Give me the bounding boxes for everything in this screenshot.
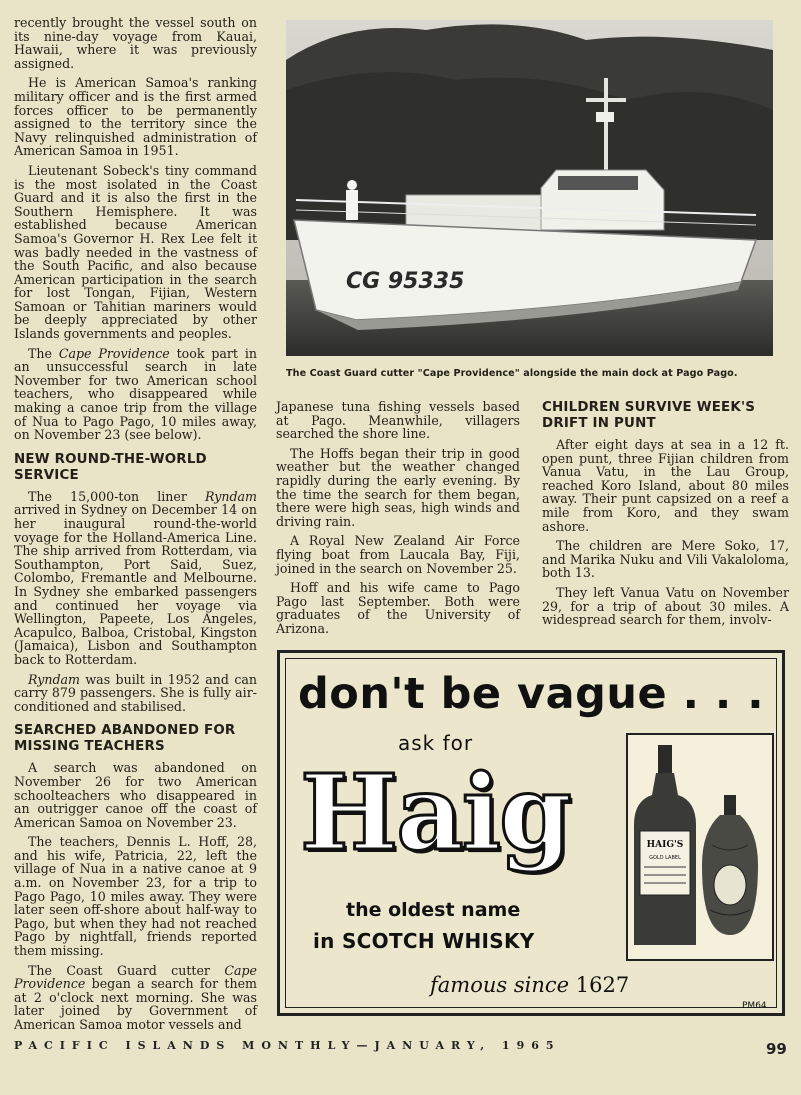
ship-name: Cape Providence — [14, 962, 257, 992]
paragraph: Lieutenant Sobeck's tiny command is the most isolated in the Coast Guard and it is also the first in the Southern Hemisphere. It was established because American Samoa's Governor H. Rex Lee felt it was badly needed in the vastness of the South Pacific, and also because American participation in the search for lost Tongan, Fijian, Western Samoan or Tahitian mariners would be deeply appreciated by other Islands governments and peoples. — [14, 162, 257, 342]
bottle-label: HAIG'S — [646, 840, 684, 850]
paragraph: recently brought the vessel south on its nine-day voyage from Kauai, Hawaii, where it was previously assigned. — [14, 15, 257, 71]
bottle-icon — [628, 735, 768, 955]
ad-brand-logo: Haig — [300, 751, 570, 874]
ship-name: Cape Providence — [58, 345, 170, 361]
paragraph: Hoff and his wife came to Pago Pago last September. Both were graduates of the University of Arizona. — [276, 580, 520, 636]
article-column-middle — [276, 400, 520, 642]
paragraph: They left Vanua Vatu on November 29, for a trip of about 30 miles. A widespread search for them, involv- — [542, 584, 789, 628]
ad-ask-for: ask for — [398, 731, 474, 755]
ship-name: Ryndam — [205, 488, 257, 504]
ad-famous-since: famous since 1627 — [430, 973, 630, 997]
paragraph: Japanese tuna fishing vessels based at Pago. Meanwhile, villagers searched the shore line. — [276, 399, 520, 442]
article-column-right — [542, 400, 789, 633]
headline-missing-teachers: SEARCHED ABANDONED FOR MISSING TEACHERS — [14, 723, 236, 755]
paragraph: Ryndam was built in 1952 and can carry 879 passengers. She is fully air-conditioned and stabilised. — [14, 671, 257, 714]
paragraph: The 15,000-ton liner Ryndam arrived in Sydney on December 14 on her inaugural round-the-world voyage for the Holland-America Line. The ship arrived from Rotterdam, via Southampton, Port Said, Suez, Colombo, Fremantle and Melbourne. In Sydney she embarked passengers and continued her voyage via Wellington, Papeete, Los Angeles, Acapulco, Balboa, Cristobal, Kingston (Jamaica), Lisbon and Southampton back to Rotterdam. — [14, 488, 257, 667]
paragraph: The Hoffs began their trip in good weather but the weather changed rapidly during the early evening. By the time the search for them began, there were high seas, high winds and driving rain. — [276, 445, 520, 529]
paragraph: The teachers, Dennis L. Hoff, 28, and his wife, Patricia, 22, left the village of Nua in a native canoe at 9 a.m. on November 23, for a trip to Pago Pago, 10 miles away. They were later seen off-shore about half-way to Pago, but when they had not reached Pago by nightfall, friends reported them missing. — [14, 834, 257, 959]
paragraph: A Royal New Zealand Air Force flying boat from Laucala Bay, Fiji, joined in the search on November 25. — [276, 533, 520, 576]
headline-children-survive: CHILDREN SURVIVE WEEK'S DRIFT IN PUNT — [542, 400, 756, 431]
article-column-left — [14, 16, 257, 1038]
photo-caption: The Coast Guard cutter "Cape Providence" alongside the main dock at Pago Pago. — [286, 368, 738, 379]
ship-name: Ryndam — [28, 671, 80, 687]
paragraph: The Cape Providence took part in an unsuccessful search in late November for two American school teachers, who disappeared while making a canoe trip from the village of Nua to Pago Pago, 10 miles away, on November 23 (see below). — [14, 345, 258, 443]
page-footer: PACIFIC ISLANDS MONTHLY—JANUARY, 1965 — [14, 1039, 561, 1052]
ad-tagline-oldest: the oldest name — [346, 899, 521, 921]
ad-tagline-scotch: in SCOTCH WHISKY — [313, 929, 535, 953]
hull-number: CG 95335 — [346, 269, 465, 294]
paragraph: A search was abandoned on November 26 for two American schoolteachers who disappeared in an outrigger canoe off the coast of American Samoa on November 23. — [14, 760, 257, 830]
boat-illustration — [286, 20, 773, 356]
page-number: 99 — [766, 1040, 787, 1058]
paragraph: He is American Samoa's ranking military officer and is the first armed forces officer to be permanently assigned to the territory since the Navy relinquished administration of American Samoa in 1951. — [14, 75, 257, 159]
ad-code: PM64 — [742, 1001, 767, 1011]
cutter-photo — [286, 20, 773, 356]
bottle-sublabel: GOLD LABEL — [649, 855, 681, 861]
ad-headline: don't be vague . . . — [298, 669, 765, 719]
headline-round-the-world: NEW ROUND-THE-WORLD SERVICE — [14, 451, 207, 483]
whisky-bottles-image — [626, 733, 774, 961]
paragraph: The Coast Guard cutter Cape Providence began a search for them at 2 o'clock next morning. She was later joined by Government of American Samoa motor vessels and — [14, 962, 257, 1032]
ad-year: 1627 — [575, 973, 630, 997]
haig-whisky-advertisement — [277, 650, 785, 1016]
paragraph: The children are Mere Soko, 17, and Marika Nuku and Vili Vakaloloma, both 13. — [542, 538, 789, 581]
paragraph: After eight days at sea in a 12 ft. open punt, three Fijian children from Vanua Vatu, in the Lau Group, reached Koro Island, about 80 miles away. Their punt capsized on a reef a mile from Koro, and they swam ashore. — [542, 437, 789, 534]
